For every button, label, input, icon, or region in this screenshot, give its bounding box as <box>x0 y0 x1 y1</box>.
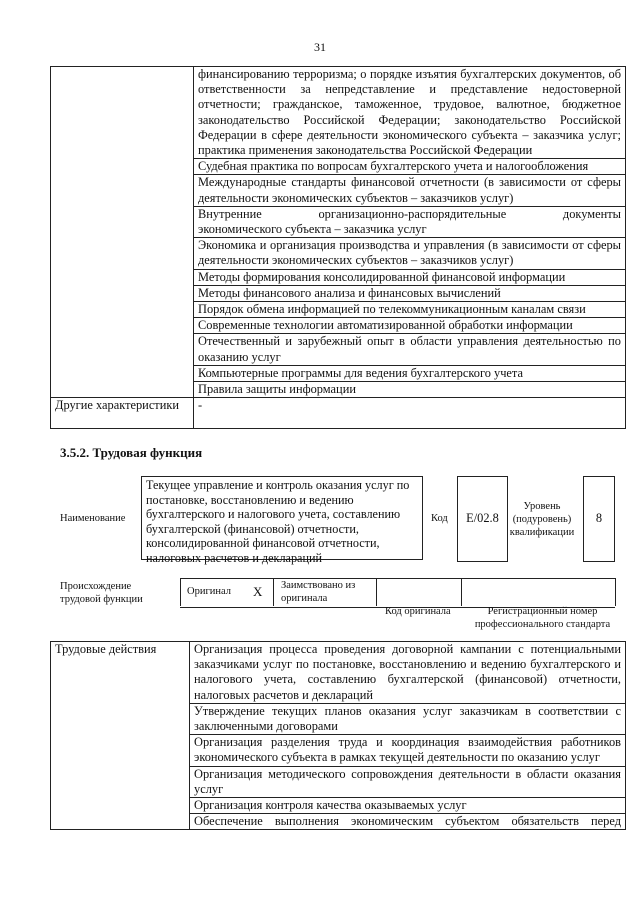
borrowed-label: Заимствовано из оригинала <box>281 580 356 604</box>
knowledge-item-line1: Внутренние организационно-распорядительные документы <box>198 206 621 221</box>
code-label: Код <box>431 513 448 524</box>
origin-divider <box>615 578 616 606</box>
origin-label: Происхождение трудовой функции <box>60 581 143 605</box>
origin-divider <box>180 578 181 606</box>
code-box <box>457 476 508 562</box>
section-heading: 3.5.2. Трудовая функция <box>60 445 203 460</box>
labor-action: Организация процесса проведения договорной кампании с потенциальными заказчиками услуг по постановке, восстановлению и ведению бухгалтерского и налогового учета, составлению бухгалтерской (финансовой) отчетности, налоговых расчетов и деклараций <box>190 642 625 704</box>
registration-caption: Регистрационный номер профессионального стандарта <box>474 606 611 630</box>
knowledge-item: Правила защиты информации <box>198 382 356 397</box>
knowledge-item: финансированию терроризма; о порядке изъятия бухгалтерских документов, об ответственности за непредставление и представление недостоверной отчетности; гражданское, таможенное, трудовое, валютное, бюджетное законодательство Российской Федерации; законодательство Российской Федерации в сфере деятельности экономического субъекта – заказчика услуг; практика применения законодательства Российской Федерации <box>194 67 625 159</box>
labor-actions-table <box>50 641 626 830</box>
knowledge-item: Компьютерные программы для ведения бухгалтерского учета <box>194 366 625 382</box>
knowledge-item: Международные стандарты финансовой отчетности (в зависимости от сферы деятельности экономических субъектов – заказчиков услуг) <box>194 175 625 206</box>
original-label: Оригинал <box>187 586 231 597</box>
knowledge-item: Судебная практика по вопросам бухгалтерского учета и налогообложения <box>194 159 625 175</box>
page-number: 31 <box>314 40 326 54</box>
knowledge-item: Методы финансового анализа и финансовых вычислений <box>194 286 625 302</box>
knowledge-item: Методы формирования консолидированной финансовой информации <box>194 270 625 286</box>
level-label: Уровень (подуровень) квалификации <box>509 501 575 538</box>
knowledge-item <box>194 207 625 238</box>
qualification-box <box>583 476 615 562</box>
other-characteristics-label: Другие характеристики <box>51 398 194 429</box>
labor-actions-label: Трудовые действия <box>51 642 190 830</box>
labor-action: Обеспечение выполнения экономическим субъектом обязательств перед <box>194 814 621 829</box>
labor-action: Организация контроля качества оказываемых услуг <box>190 798 625 814</box>
labor-action: Организация методического сопровождения деятельности в области оказания услуг <box>190 767 625 798</box>
knowledge-label-cell <box>51 67 194 398</box>
knowledge-table <box>50 66 626 429</box>
qualification-value: 8 <box>595 511 603 526</box>
code-original-caption: Код оригинала <box>385 606 451 617</box>
knowledge-item: Современные технологии автоматизированной обработки информации <box>194 318 625 334</box>
origin-row <box>180 578 615 608</box>
knowledge-item: Отечественный и зарубежный опыт в области управления деятельностью по оказанию услуг <box>194 334 625 365</box>
labor-actions-cell <box>190 642 626 830</box>
origin-divider <box>461 578 462 606</box>
knowledge-item: Порядок обмена информацией по телекоммуникационным каналам связи <box>194 302 625 318</box>
knowledge-item: Экономика и организация производства и управления (в зависимости от сферы деятельности экономических субъектов – заказчиков услуг) <box>194 238 625 269</box>
name-label: Наименование <box>60 513 126 524</box>
original-mark: X <box>253 584 263 599</box>
knowledge-item-line2: экономического субъекта – заказчика услуг <box>198 222 427 237</box>
other-characteristics-value: - <box>194 398 626 429</box>
labor-action: Организация разделения труда и координация взаимодействия работников экономического субъекта в рамках текущей деятельности по оказанию услуг <box>190 735 625 766</box>
code-value: E/02.8 <box>466 511 499 526</box>
function-name-box: Текущее управление и контроль оказания услуг по постановке, восстановлению и ведению бухгалтерского и налогового учета, составлению бухгалтерской (финансовой) отчетности, консолидированной финансовой отчетности, налоговых расчетов и деклараций <box>141 476 423 560</box>
origin-divider <box>376 578 377 606</box>
labor-action: Утверждение текущих планов оказания услуг заказчикам в соответствии с заключенными договорами <box>190 704 625 735</box>
origin-divider <box>273 578 274 606</box>
knowledge-items-cell <box>194 67 626 398</box>
